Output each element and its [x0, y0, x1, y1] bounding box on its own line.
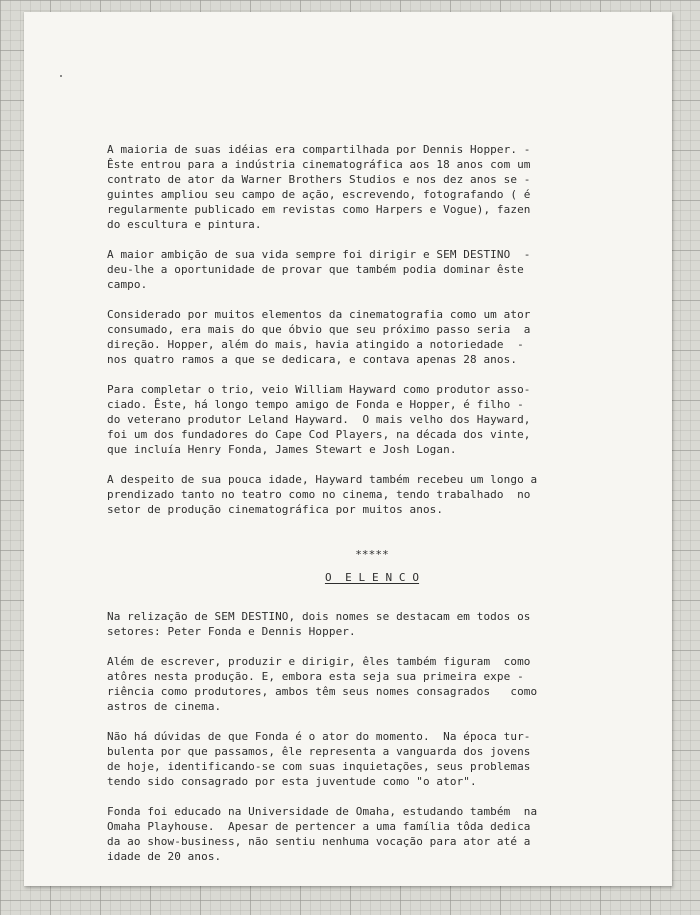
text-line: tendo sido consagrado por esta juventude como "o ator". — [107, 775, 477, 788]
text-line: riência como produtores, ambos têm seus nomes consagrados como — [107, 685, 538, 698]
text-line: idade de 20 anos. — [107, 850, 222, 863]
text-line: setor de produção cinematográfica por muitos anos. — [107, 503, 444, 516]
paper-speck — [60, 75, 62, 77]
text-line: ciado. Êste, há longo tempo amigo de Fonda e Hopper, é filho - — [107, 398, 524, 411]
text-line: foi um dos fundadores do Cape Cod Players, na década dos vinte, — [107, 428, 531, 441]
section-heading-text: O E L E N C O — [324, 571, 420, 584]
text-line: guintes ampliou seu campo de ação, escrevendo, fotografando ( é — [107, 188, 531, 201]
text-line: prendizado tanto no teatro como no cinema, tendo trabalhado no — [107, 488, 531, 501]
text-line: Na relização de SEM DESTINO, dois nomes se destacam em todos os — [107, 610, 531, 623]
text-line: setores: Peter Fonda e Dennis Hopper. — [107, 625, 356, 638]
paragraph — [107, 307, 637, 367]
text-line: da ao show-business, não sentiu nenhuma vocação para ator até a — [107, 835, 531, 848]
paragraph — [107, 472, 637, 517]
paragraph — [107, 247, 637, 292]
text-line: Não há dúvidas de que Fonda é o ator do momento. Na época tur- — [107, 730, 531, 743]
text-line: contrato de ator da Warner Brothers Studios e nos dez anos se - — [107, 173, 531, 186]
text-line: de hoje, identificando-se com suas inquietações, seus problemas — [107, 760, 531, 773]
paragraph — [107, 654, 637, 714]
text-line: Além de escrever, produzir e dirigir, êles também figuram como — [107, 655, 531, 668]
typed-page — [24, 12, 672, 886]
text-line: regularmente publicado em revistas como Harpers e Vogue), fazen — [107, 203, 531, 216]
text-line: do escultura e pintura. — [107, 218, 262, 231]
text-line: campo. — [107, 278, 148, 291]
text-line: que incluía Henry Fonda, James Stewart e Josh Logan. — [107, 443, 457, 456]
section-separator: ***** — [355, 548, 389, 561]
text-line: bulenta por que passamos, êle representa a vanguarda dos jovens — [107, 745, 531, 758]
text-line: astros de cinema. — [107, 700, 222, 713]
paragraph — [107, 609, 637, 639]
section-heading — [107, 570, 637, 585]
paragraph — [107, 729, 637, 789]
text-line: Omaha Playhouse. Apesar de pertencer a uma família tôda dedica — [107, 820, 531, 833]
paragraph — [107, 804, 637, 864]
paragraph — [107, 142, 637, 232]
text-line: A maior ambição de sua vida sempre foi dirigir e SEM DESTINO - — [107, 248, 531, 261]
text-line: Para completar o trio, veio William Hayward como produtor asso- — [107, 383, 531, 396]
paragraph — [107, 382, 637, 457]
text-line: Considerado por muitos elementos da cinematografia como um ator — [107, 308, 531, 321]
text-line: nos quatro ramos a que se dedicara, e contava apenas 28 anos. — [107, 353, 518, 366]
text-line: Êste entrou para a indústria cinematográfica aos 18 anos com um — [107, 158, 531, 171]
text-line: A despeito de sua pouca idade, Hayward também recebeu um longo a — [107, 473, 538, 486]
body-section-1 — [107, 142, 637, 517]
text-line: direção. Hopper, além do mais, havia atingido a notoriedade - — [107, 338, 524, 351]
text-line: atôres nesta produção. E, embora esta seja sua primeira expe - — [107, 670, 524, 683]
body-section-2 — [107, 609, 637, 864]
text-line: Fonda foi educado na Universidade de Omaha, estudando também na — [107, 805, 538, 818]
text-line: deu-lhe a oportunidade de provar que também podia dominar êste — [107, 263, 524, 276]
text-line: consumado, era mais do que óbvio que seu próximo passo seria a — [107, 323, 531, 336]
typed-text-body — [107, 142, 637, 879]
text-line: do veterano produtor Leland Hayward. O mais velho dos Hayward, — [107, 413, 531, 426]
text-line: A maioria de suas idéias era compartilhada por Dennis Hopper. - — [107, 143, 531, 156]
